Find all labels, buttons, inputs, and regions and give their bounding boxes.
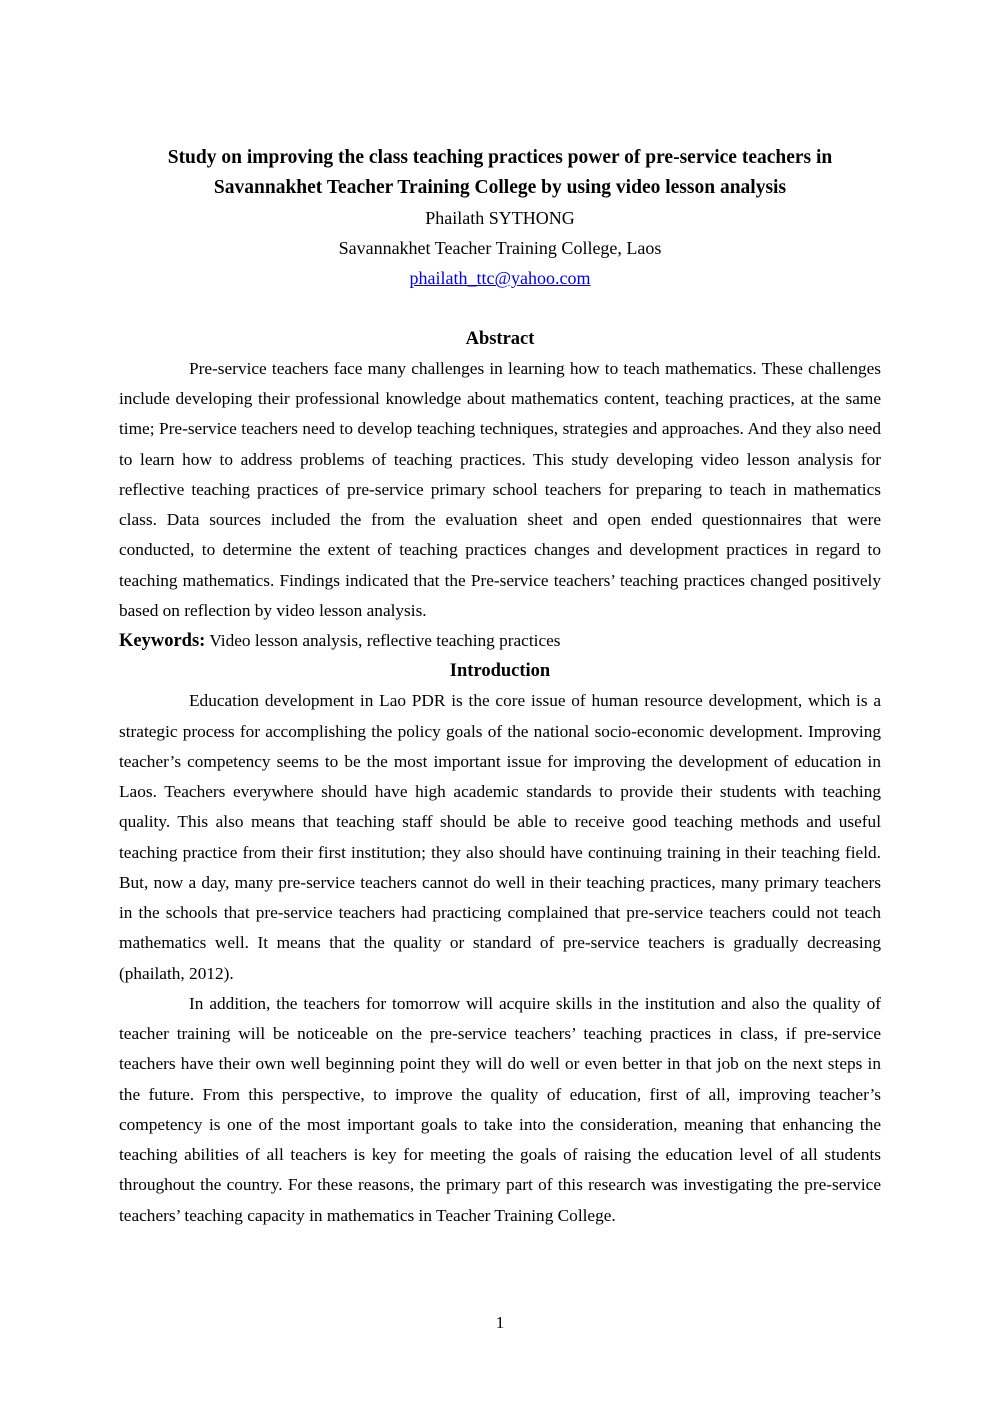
keywords-line [119,626,881,656]
author-name: Phailath SYTHONG [425,208,575,228]
introduction-paragraph-2: In addition, the teachers for tomorrow will acquire skills in the institution and also the quality of teacher training will be noticeable on the pre-service teachers’ teaching practices in class, if pre-service teachers have their own well beginning point they will do well or even better in that job on the next steps in the future. From this perspective, to improve the quality of education, first of all, improving teacher’s competency is one of the most important goals to take into the consideration, meaning that enhancing the teaching abilities of all teachers is key for meeting the goals of raising the education level of all students throughout the country. For these reasons, the primary part of this research was investigating the pre-service teachers’ teaching capacity in mathematics in Teacher Training College. [119,993,881,1225]
author-email-link[interactable]: phailath_ttc@yahoo.com [409,268,591,289]
introduction-paragraph-1: Education development in Lao PDR is the core issue of human resource development, which is a strategic process for accomplishing the policy goals of the national socio-economic development. Improving teacher’s competency seems to be the most important issue for improving the development of education in Laos. Teachers everywhere should have high academic standards to provide their students with teaching quality. This also means that teaching staff should be able to receive good teaching methods and useful teaching practice from their first institution; they also should have continuing training in their teaching field. But, now a day, many pre-service teachers cannot do well in their teaching practices, many primary teachers in the schools that pre-service teachers had practicing complained that pre-service teachers could not teach mathematics well. It means that the quality or standard of pre-service teachers is gradually decreasing (phailath, 2012). [119,691,881,983]
page-number: 1 [495,1313,505,1332]
paper-title [119,143,881,203]
author-email-line [119,263,881,293]
abstract-text: Pre-service teachers face many challenges in learning how to teach mathematics. These challenges include developing their professional knowledge about mathematics content, teaching practices, at the same time; Pre-service teachers need to develop teaching techniques, strategies and approaches. And they also need to learn how to address problems of teaching practices. This study developing video lesson analysis for reflective teaching practices of pre-service primary school teachers for preparing to teach in mathematics class. Data sources included the from the evaluation sheet and open ended questionnaires that were conducted, to determine the extent of teaching practices changes and development practices in regard to teaching mathematics. Findings indicated that the Pre-service teachers’ teaching practices changed positively based on reflection by video lesson analysis. [119,358,881,620]
paper-page [119,143,881,1231]
keywords-label: Keywords: [119,631,206,652]
paper-title-line-2: Savannakhet Teacher Training College by using video lesson analysis [213,177,787,198]
introduction-heading: Introduction [449,661,551,682]
abstract-heading: Abstract [465,328,535,349]
paper-title-line-1: Study on improving the class teaching practices power of pre-service teachers in [167,147,833,168]
author-affiliation: Savannakhet Teacher Training College, Laos [338,238,662,259]
keywords-text: Video lesson analysis, reflective teaching practices [205,631,561,651]
